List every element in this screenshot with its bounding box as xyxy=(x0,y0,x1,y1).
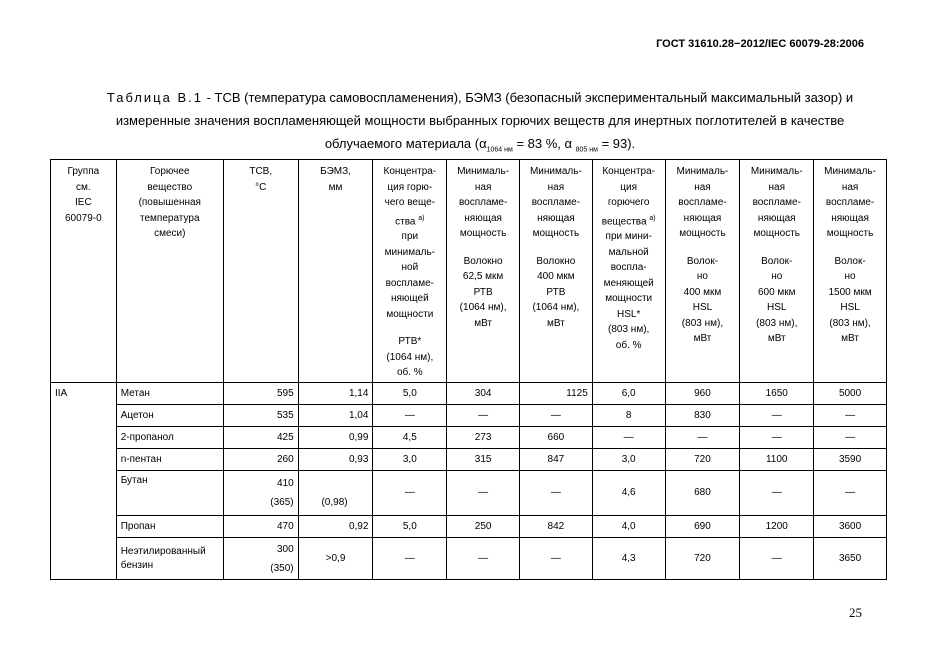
bemz-cell: >0,9 xyxy=(298,538,373,580)
value-cell: 720 xyxy=(665,449,740,471)
value-cell: 847 xyxy=(520,449,593,471)
value-cell: — xyxy=(373,471,447,516)
value-cell: 680 xyxy=(665,471,740,516)
value-cell: 3,0 xyxy=(373,449,447,471)
value-cell: — xyxy=(814,427,887,449)
value-cell: — xyxy=(520,405,593,427)
header-conc-hsl: Концентра- ция горючего вещества $^{а)}$ при мини- мальной воспла- меняющей мощности HSL* (803 нм), об. % xyxy=(592,160,665,383)
value-cell: — xyxy=(447,471,520,516)
header-power-62: Минималь- ная воспламе- няющая мощность Волокно 62,5 мкм РТВ (1064 нм), мВт xyxy=(447,160,520,383)
tsv-cell: 535 xyxy=(223,405,298,427)
substance-cell: Бутан xyxy=(116,471,223,516)
value-cell: 6,0 xyxy=(592,383,665,405)
value-cell: 5,0 xyxy=(373,516,447,538)
value-cell: 315 xyxy=(447,449,520,471)
substance-cell: 2-пропанол xyxy=(116,427,223,449)
tsv-cell: 595 xyxy=(223,383,298,405)
bemz-cell: 0,92 xyxy=(298,516,373,538)
substance-cell: Ацетон xyxy=(116,405,223,427)
caption-line3: облучаемого материала ($\alpha_{1064 нм} = 83$ %, α $_{805 нм}$ = 93). xyxy=(324,136,636,154)
bemz-cell: 0,93 xyxy=(298,449,373,471)
table-caption xyxy=(60,86,900,162)
table-row xyxy=(51,383,887,405)
header-tsv: ТСВ, °С xyxy=(223,160,298,383)
caption-line2: измеренные значения воспламеняющей мощности выбранных горючих веществ для инертных поглотителей в качестве xyxy=(115,113,845,128)
value-cell: 5000 xyxy=(814,383,887,405)
tsv-cell: 470 xyxy=(223,516,298,538)
caption-line1: - ТСВ (температура самовоспламенения), БЭМЗ (безопасный экспериментальный максимальный зазор) и xyxy=(202,90,854,105)
substance-cell: Неэтилированный бензин xyxy=(116,538,223,580)
value-cell: — xyxy=(814,471,887,516)
value-cell: 690 xyxy=(665,516,740,538)
value-cell: — xyxy=(740,427,814,449)
value-cell: — xyxy=(665,427,740,449)
page-number: 25 xyxy=(849,605,862,620)
value-cell: — xyxy=(373,405,447,427)
value-cell: — xyxy=(814,405,887,427)
value-cell: 273 xyxy=(447,427,520,449)
value-cell: 3590 xyxy=(814,449,887,471)
value-cell: 304 xyxy=(447,383,520,405)
tsv-cell: 260 xyxy=(223,449,298,471)
value-cell: 4,0 xyxy=(592,516,665,538)
value-cell: — xyxy=(740,471,814,516)
header-group: Группа см. IEC 60079-0 xyxy=(51,160,117,383)
substance-cell: Пропан xyxy=(116,516,223,538)
value-cell: — xyxy=(520,538,593,580)
value-cell: 1125 xyxy=(520,383,593,405)
value-cell: 4,6 xyxy=(592,471,665,516)
value-cell: — xyxy=(740,405,814,427)
value-cell: 4,3 xyxy=(592,538,665,580)
header-power-400-hsl: Минималь- ная воспламе- няющая мощность Волок- но 400 мкм HSL (803 нм), мВт xyxy=(665,160,740,383)
substance-cell: n-пентан xyxy=(116,449,223,471)
bemz-cell: 1,04 xyxy=(298,405,373,427)
value-cell: 1650 xyxy=(740,383,814,405)
value-cell: 1100 xyxy=(740,449,814,471)
value-cell: 4,5 xyxy=(373,427,447,449)
value-cell: 720 xyxy=(665,538,740,580)
table-row xyxy=(51,471,887,516)
value-cell: 1200 xyxy=(740,516,814,538)
value-cell: 960 xyxy=(665,383,740,405)
bemz-cell: (0,98) xyxy=(298,471,373,516)
value-cell: 5,0 xyxy=(373,383,447,405)
value-cell: 660 xyxy=(520,427,593,449)
tsv-cell: 425 xyxy=(223,427,298,449)
value-cell: — xyxy=(447,405,520,427)
value-cell: 250 xyxy=(447,516,520,538)
standard-number: ГОСТ 31610.28−2012/IEC 60079-28:2006 xyxy=(656,38,864,50)
value-cell: 830 xyxy=(665,405,740,427)
value-cell: 3600 xyxy=(814,516,887,538)
value-cell: 842 xyxy=(520,516,593,538)
tsv-cell: 300 (350) xyxy=(223,538,298,580)
bemz-cell: 0,99 xyxy=(298,427,373,449)
value-cell: 3650 xyxy=(814,538,887,580)
value-cell: — xyxy=(447,538,520,580)
table-row xyxy=(51,405,887,427)
value-cell: 8 xyxy=(592,405,665,427)
table-row xyxy=(51,449,887,471)
header-power-400-ptv: Минималь- ная воспламе- няющая мощность Волокно 400 мкм РТВ (1064 нм), мВт xyxy=(520,160,593,383)
table-row xyxy=(51,427,887,449)
bemz-cell: 1,14 xyxy=(298,383,373,405)
tsv-cell: 410 (365) xyxy=(223,471,298,516)
value-cell: 3,0 xyxy=(592,449,665,471)
header-power-1500-hsl: Минималь- ная воспламе- няющая мощность Волок- но 1500 мкм HSL (803 нм), мВт xyxy=(814,160,887,383)
header-conc-ptv: Концентра- ция горю- чего веще- ства $^{а)}$ при минималь- ной воспламе- няющей мощности РТВ* (1064 нм), об. % xyxy=(373,160,447,383)
group-cell: IIA xyxy=(51,383,117,580)
table-row xyxy=(51,538,887,580)
header-substance: Горючее вещество (повышенная температура смеси) xyxy=(116,160,223,383)
table-row xyxy=(51,516,887,538)
value-cell: — xyxy=(592,427,665,449)
value-cell: — xyxy=(373,538,447,580)
header-power-600-hsl: Минималь- ная воспламе- няющая мощность Волок- но 600 мкм HSL (803 нм), мВт xyxy=(740,160,814,383)
caption-label: Таблица В.1 xyxy=(106,90,203,105)
data-table xyxy=(50,159,887,580)
header-bemz: БЭМЗ, мм xyxy=(298,160,373,383)
value-cell: — xyxy=(740,538,814,580)
header-row xyxy=(51,160,887,383)
substance-cell: Метан xyxy=(116,383,223,405)
value-cell: — xyxy=(520,471,593,516)
